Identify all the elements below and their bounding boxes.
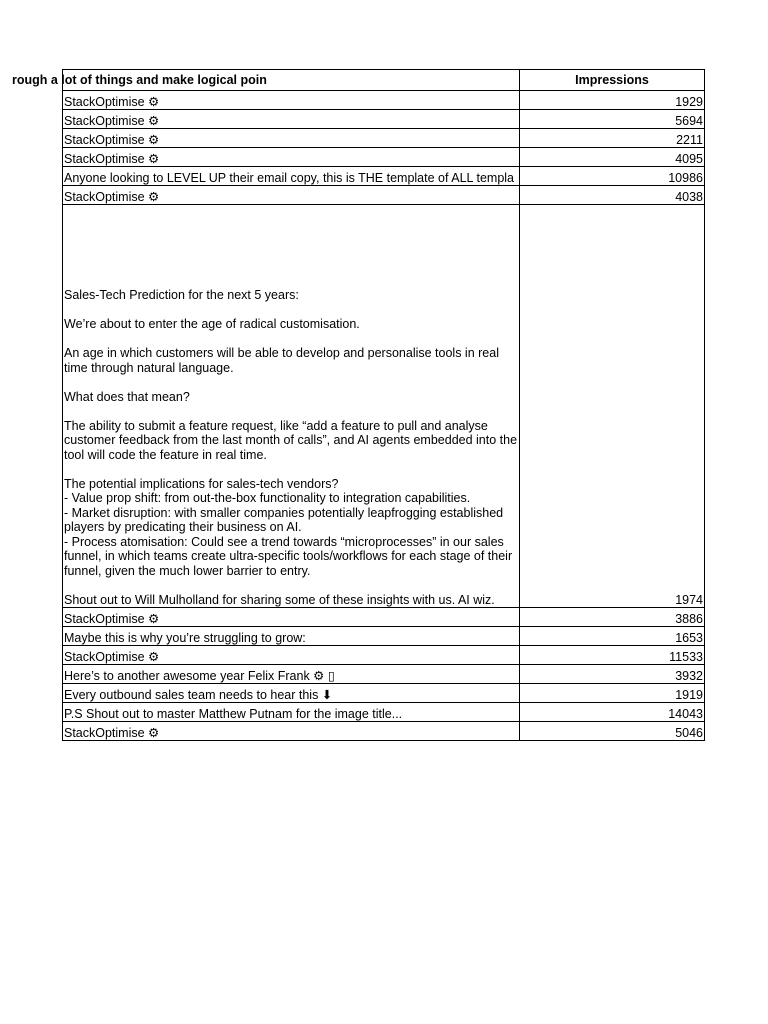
table-row <box>63 110 705 129</box>
header-post-text: rough a lot of things and make logical poin <box>12 72 267 87</box>
table-row <box>63 722 705 741</box>
post-text-cell[interactable]: StackOptimise ⚙ <box>63 722 520 741</box>
impressions-cell[interactable]: 1653 <box>520 627 705 646</box>
post-paragraph: An age in which customers will be able to develop and personalise tools in real time through natural language. <box>64 346 499 375</box>
impressions-cell[interactable]: 1919 <box>520 684 705 703</box>
post-text-cell[interactable]: StackOptimise ⚙ <box>63 129 520 148</box>
table-row <box>63 665 705 684</box>
post-text-cell[interactable]: StackOptimise ⚙ <box>63 91 520 110</box>
impressions-cell[interactable]: 11533 <box>520 646 705 665</box>
impressions-cell[interactable]: 5694 <box>520 110 705 129</box>
header-row <box>63 70 705 91</box>
impressions-cell[interactable]: 1974 <box>520 205 705 608</box>
table-row <box>63 684 705 703</box>
post-paragraph: Shout out to Will Mulholland for sharing some of these insights with us. AI wiz. <box>64 592 495 607</box>
post-paragraph: The potential implications for sales-tech vendors? - Value prop shift: from out-the-box functionality to integration capabilities. - Market disruption: with smaller companies potentially leapfrogging established players by predicating their business on AI. - Process atomisation: Could see a trend towards “microprocesses” in our sales funnel, in which teams create ultra-specific tools/workflows for each stage of their funnel, given the much lower barrier to entry. <box>64 476 513 578</box>
post-paragraph: The ability to submit a feature request, like “add a feature to pull and analyse customer feedback from the last month of calls”, and AI agents embedded into the tool will code the feature in real time. <box>64 418 518 462</box>
table-row <box>63 627 705 646</box>
post-text-cell[interactable]: StackOptimise ⚙ <box>63 608 520 627</box>
impressions-cell[interactable]: 5046 <box>520 722 705 741</box>
post-text-cell-long[interactable] <box>63 205 520 608</box>
post-text-cell[interactable]: Every outbound sales team needs to hear this ⬇ <box>63 684 520 703</box>
impressions-cell[interactable]: 3886 <box>520 608 705 627</box>
post-paragraph: Sales-Tech Prediction for the next 5 years: <box>64 288 299 302</box>
table-row <box>63 129 705 148</box>
post-paragraph: We’re about to enter the age of radical customisation. <box>64 317 360 331</box>
post-text-cell[interactable]: StackOptimise ⚙ <box>63 110 520 129</box>
header-post-text-cell[interactable] <box>12 70 520 91</box>
impressions-cell[interactable]: 2211 <box>520 129 705 148</box>
post-text-cell[interactable]: StackOptimise ⚙ <box>63 148 520 167</box>
table-row <box>63 608 705 627</box>
header-impressions: Impressions <box>575 72 649 87</box>
impressions-cell[interactable]: 4095 <box>520 148 705 167</box>
post-text-cell[interactable]: P.S Shout out to master Matthew Putnam for the image title... <box>63 703 520 722</box>
impressions-cell[interactable]: 3932 <box>520 665 705 684</box>
impressions-cell[interactable]: 10986 <box>520 167 705 186</box>
impressions-cell[interactable]: 1929 <box>520 91 705 110</box>
table-row <box>63 91 705 110</box>
table-row <box>63 186 705 205</box>
spreadsheet <box>12 69 704 741</box>
posts-table <box>12 69 705 741</box>
post-text-cell[interactable]: Anyone looking to LEVEL UP their email copy, this is THE template of ALL templa <box>63 167 520 186</box>
table-row <box>63 148 705 167</box>
table-row-long-post <box>63 205 705 608</box>
impressions-cell[interactable]: 14043 <box>520 703 705 722</box>
post-text-cell[interactable]: StackOptimise ⚙ <box>63 646 520 665</box>
post-text-cell[interactable]: Maybe this is why you’re struggling to grow: <box>63 627 520 646</box>
header-impressions-cell[interactable] <box>520 70 705 91</box>
impressions-cell[interactable]: 4038 <box>520 186 705 205</box>
table-row <box>63 703 705 722</box>
post-text-cell[interactable]: Here’s to another awesome year Felix Frank ⚙ ▯ <box>63 665 520 684</box>
table-row <box>63 167 705 186</box>
table-row <box>63 646 705 665</box>
post-text-cell[interactable]: StackOptimise ⚙ <box>63 186 520 205</box>
post-paragraph: What does that mean? <box>64 389 190 404</box>
